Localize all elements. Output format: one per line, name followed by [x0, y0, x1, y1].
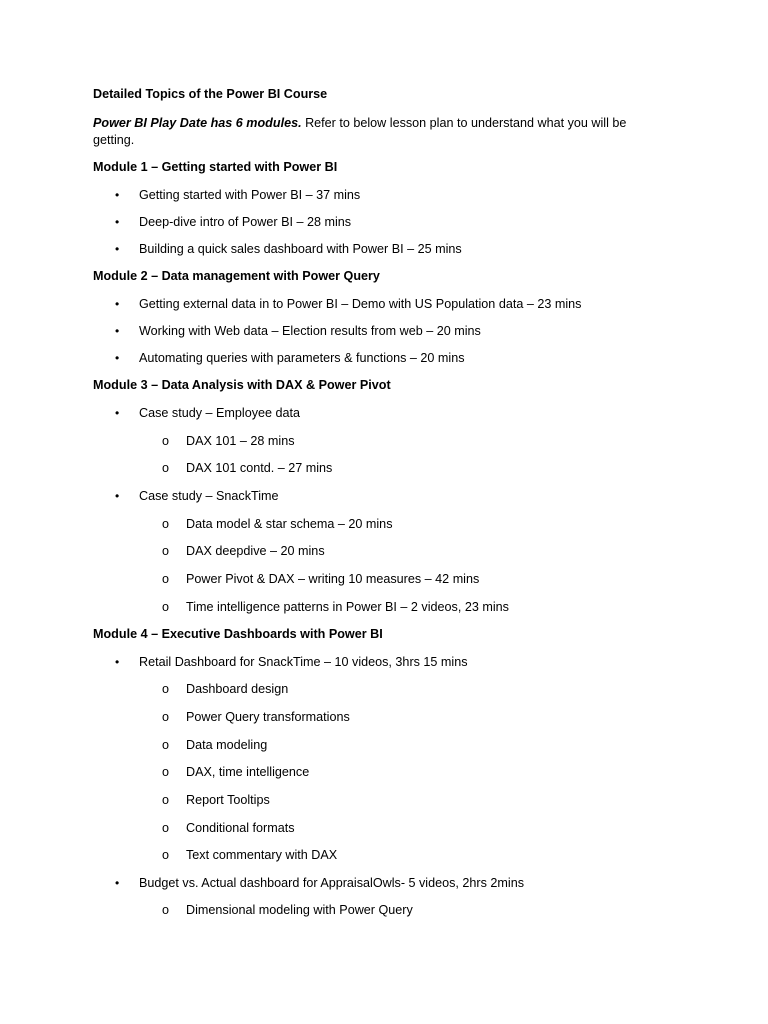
intro-emphasis: Power BI Play Date has 6 modules. [93, 116, 302, 130]
list-item: Deep-dive intro of Power BI – 28 mins [139, 215, 352, 229]
bullet-icon: • [115, 297, 120, 311]
list-item: Getting external data in to Power BI – Demo with US Population data – 23 mins [139, 297, 582, 311]
sub-list-item: Conditional formats [186, 821, 295, 835]
sub-bullet-icon: o [162, 434, 170, 448]
sub-bullet-icon: o [162, 903, 170, 917]
list-item: Retail Dashboard for SnackTime – 10 videos, 3hrs 15 mins [139, 655, 468, 669]
sub-list-item: DAX 101 contd. – 27 mins [186, 461, 333, 475]
list-item: Automating queries with parameters & functions – 20 mins [139, 351, 465, 365]
bullet-icon: • [115, 324, 120, 338]
sub-list-item: Dashboard design [186, 682, 289, 696]
module-heading: Module 4 – Executive Dashboards with Power BI [93, 627, 383, 641]
sub-bullet-icon: o [162, 821, 170, 835]
sub-list-item: Dimensional modeling with Power Query [186, 903, 413, 917]
sub-bullet-icon: o [162, 765, 170, 779]
sub-list-item: DAX deepdive – 20 mins [186, 544, 325, 558]
bullet-icon: • [115, 489, 120, 503]
sub-bullet-icon: o [162, 544, 170, 558]
module-heading: Module 2 – Data management with Power Query [93, 269, 380, 283]
list-item: Working with Web data – Election results from web – 20 mins [139, 324, 481, 338]
sub-list-item: DAX 101 – 28 mins [186, 434, 295, 448]
sub-bullet-icon: o [162, 517, 170, 531]
list-item: Case study – SnackTime [139, 489, 279, 503]
sub-list-item: Power Pivot & DAX – writing 10 measures – 42 mins [186, 572, 480, 586]
sub-bullet-icon: o [162, 710, 170, 724]
list-item: Building a quick sales dashboard with Power BI – 25 mins [139, 242, 462, 256]
bullet-icon: • [115, 242, 120, 256]
sub-list-item: Time intelligence patterns in Power BI – 2 videos, 23 mins [186, 600, 509, 614]
bullet-icon: • [115, 215, 120, 229]
bullet-icon: • [115, 655, 120, 669]
module-heading: Module 3 – Data Analysis with DAX & Power Pivot [93, 378, 391, 392]
sub-bullet-icon: o [162, 738, 170, 752]
bullet-icon: • [115, 876, 120, 890]
list-item: Case study – Employee data [139, 406, 301, 420]
module-heading: Module 1 – Getting started with Power BI [93, 160, 338, 174]
sub-bullet-icon: o [162, 682, 170, 696]
sub-list-item: Data modeling [186, 738, 268, 752]
intro-paragraph [93, 115, 653, 149]
sub-bullet-icon: o [162, 572, 170, 586]
sub-list-item: DAX, time intelligence [186, 765, 310, 779]
bullet-icon: • [115, 406, 120, 420]
sub-list-item: Power Query transformations [186, 710, 350, 724]
sub-list-item: Text commentary with DAX [186, 848, 338, 862]
document-title: Detailed Topics of the Power BI Course [93, 87, 328, 101]
list-item: Budget vs. Actual dashboard for AppraisalOwls- 5 videos, 2hrs 2mins [139, 876, 525, 890]
sub-bullet-icon: o [162, 848, 170, 862]
sub-bullet-icon: o [162, 600, 170, 614]
sub-bullet-icon: o [162, 793, 170, 807]
sub-list-item: Data model & star schema – 20 mins [186, 517, 393, 531]
bullet-icon: • [115, 188, 120, 202]
sub-bullet-icon: o [162, 461, 170, 475]
list-item: Getting started with Power BI – 37 mins [139, 188, 361, 202]
intro-text: Refer to below lesson plan to understand what you will be getting. [93, 116, 627, 147]
bullet-icon: • [115, 351, 120, 365]
sub-list-item: Report Tooltips [186, 793, 270, 807]
